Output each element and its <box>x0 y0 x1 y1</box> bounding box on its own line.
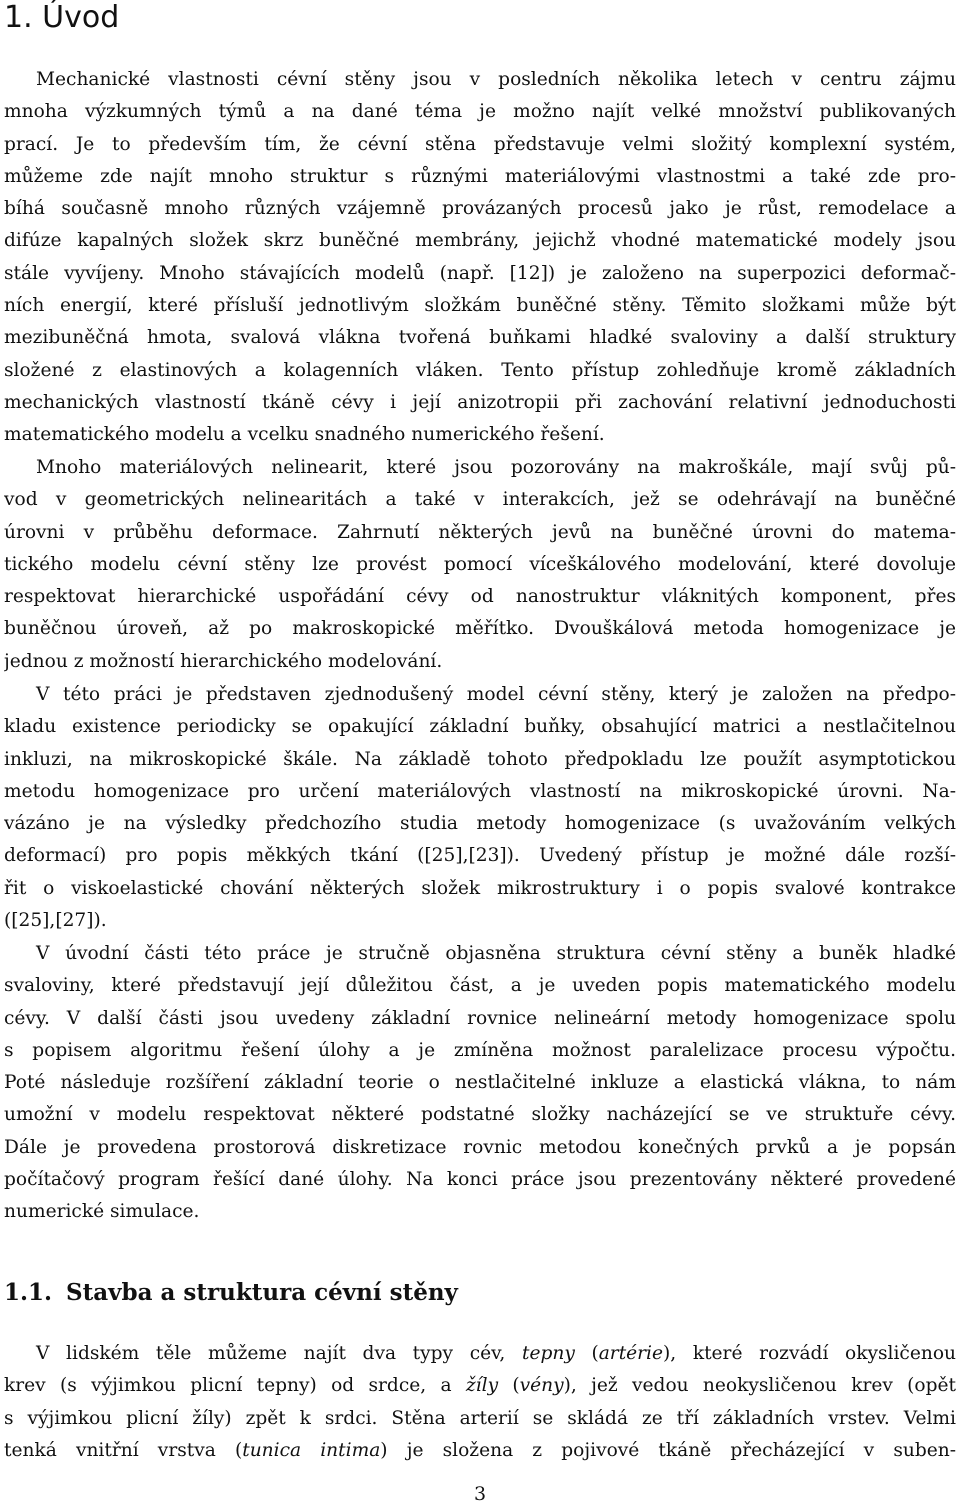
text-line: numerické simulace. <box>4 1201 200 1223</box>
text-line: inkluzi, na mikroskopické škále. Na základě tohoto předpokladu lze použít asymptotickou <box>4 748 956 770</box>
italic-term: tepny <box>521 1343 575 1364</box>
text-line: můžeme zde najít mnoho struktur s různými materiálovými vlastnostmi a také zde pro- <box>4 165 956 187</box>
text-line: vázáno je na výsledky předchozího studia metody homogenizace (s uvažováním velkých <box>4 813 956 835</box>
italic-term: tunica intima <box>242 1439 381 1461</box>
chapter-title: 1. Úvod <box>4 0 120 35</box>
text-line: Dále je provedena prostorová diskretizace rovnic metodou konečných prvků a je popsán <box>4 1136 956 1158</box>
text-line: mezibuněčná hmota, svalová vlákna tvořená buňkami hladké svaloviny a další struktury <box>4 327 956 349</box>
text-line: ních energií, které přísluší jednotlivým složkám buněčné stěny. Těmito složkami může být <box>4 295 956 317</box>
text-line: řit o viskoelastické chování některých složek mikrostruktury i o popis svalové kontrakce <box>4 877 956 899</box>
text-line: vod v geometrických nelinearitách a také v interakcích, jež se odehrávají na buněčné <box>4 489 956 511</box>
italic-term: žíly <box>465 1375 499 1397</box>
text-line: V úvodní části této práce je stručně objasněna struktura cévní stěny a buněk hladké <box>36 943 956 964</box>
text-line: úrovni v průběhu deformace. Zahrnutí některých jevů na buněčné úrovni do matema- <box>4 521 956 543</box>
text-line: svaloviny, které představují její důležitou část, a je uveden popis matematického modelu <box>4 975 956 997</box>
text-line: ([25],[27]). <box>4 910 107 932</box>
italic-term: vény <box>519 1375 564 1397</box>
text-line: složené z elastinových a kolagenních vláken. Tento přístup zohledňuje kromě základních <box>4 359 956 381</box>
text-line: Poté následuje rozšíření základní teorie o nestlačitelné inkluze a elastická vlákna, to nám <box>4 1072 956 1094</box>
section-paragraph <box>4 1338 956 1467</box>
italic-term: artérie <box>598 1343 664 1364</box>
text-line: cévy. V další části jsou uvedeny základní rovnice nelineární metody homogenizace spolu <box>4 1007 956 1029</box>
text-line: umožní v modelu respektovat některé podstatné složky nacházející se ve struktuře cévy. <box>4 1104 956 1126</box>
text-line <box>4 1338 956 1370</box>
text-run: ), jež vedou neokysličenou krev (opět <box>563 1375 956 1397</box>
text-line: bíhá současně mnoho různých vzájemně provázaných procesů jako je růst, remodelace a <box>4 198 956 220</box>
text-line: jednou z možností hierarchického modelování. <box>4 650 443 672</box>
text-run: ) je složena z pojivové tkáně přecházející v suben- <box>380 1439 956 1461</box>
text-line: počítačový program řešící dané úlohy. Na konci práce jsou prezentovány některé provedené <box>4 1169 956 1191</box>
text-line: metodu homogenizace pro určení materiálových vlastností na mikroskopické úrovni. Na- <box>4 780 956 802</box>
paragraph-3 <box>4 679 956 937</box>
paragraph-4 <box>4 938 956 1229</box>
text-line <box>4 1435 956 1467</box>
text-line: V této práci je představen zjednodušený model cévní stěny, který je založen na předpo- <box>36 684 956 705</box>
text-run: ( <box>574 1343 599 1364</box>
text-run: V lidském těle můžeme najít dva typy cév, <box>36 1343 522 1364</box>
text-line <box>4 1370 956 1402</box>
text-run: ), které rozvádí okysličenou <box>663 1343 956 1364</box>
text-line: s výjimkou plicní žíly) zpět k srdci. Stěna arterií se skládá ze tří základních vrstev. Velmi <box>4 1407 956 1429</box>
text-line: tického modelu cévní stěny lze provést pomocí víceškálového modelování, které dovoluje <box>4 553 956 575</box>
text-line: mechanických vlastností tkáně cévy i její anizotropii při zachování relativní jednoduchosti <box>4 391 956 413</box>
section-heading <box>4 1276 458 1310</box>
text-line: deformací) pro popis měkkých tkání ([25],[23]). Uvedený přístup je možné dále rozší- <box>4 845 956 867</box>
paragraph-2 <box>4 452 956 678</box>
page-number: 3 <box>473 1483 487 1505</box>
text-line: stále vyvíjeny. Mnoho stávajících modelů (např. [12]) je založeno na superpozici deformač- <box>4 262 956 284</box>
text-line: difúze kapalných složek skrz buněčné membrány, jejichž vhodné matematické modely jsou <box>4 230 956 252</box>
text-line: kladu existence periodicky se opakující základní buňky, obsahující matrici a nestlačitelnou <box>4 716 956 738</box>
text-run: ( <box>498 1375 520 1397</box>
text-line: mnoha výzkumných týmů a na dané téma je možno najít velké množství publikovaných <box>4 101 956 123</box>
text-line: s popisem algoritmu řešení úlohy a je zmíněna možnost paralelizace procesu výpočtu. <box>4 1039 956 1061</box>
section-number: 1.1. <box>4 1279 53 1306</box>
text-line: prací. Je to především tím, že cévní stěna představuje velmi složitý komplexní systém, <box>4 133 956 155</box>
text-line: matematického modelu a vcelku snadného numerického řešení. <box>4 424 605 446</box>
text-line: respektovat hierarchické uspořádání cévy od nanostruktur vláknitých komponent, přes <box>4 586 956 608</box>
text-line: Mnoho materiálových nelinearit, které jsou pozorovány na makroškále, mají svůj pů- <box>36 457 956 478</box>
text-line: Mechanické vlastnosti cévní stěny jsou v posledních několika letech v centru zájmu <box>36 69 956 90</box>
text-run: tenká vnitřní vrstva ( <box>4 1439 243 1461</box>
text-line: buněčnou úroveň, až po makroskopické měřítko. Dvouškálová metoda homogenizace je <box>4 618 956 640</box>
paragraph-1 <box>4 64 956 452</box>
text-run: krev (s výjimkou plicní tepny) od srdce, a <box>4 1375 466 1397</box>
section-title-text: Stavba a struktura cévní stěny <box>66 1279 458 1306</box>
